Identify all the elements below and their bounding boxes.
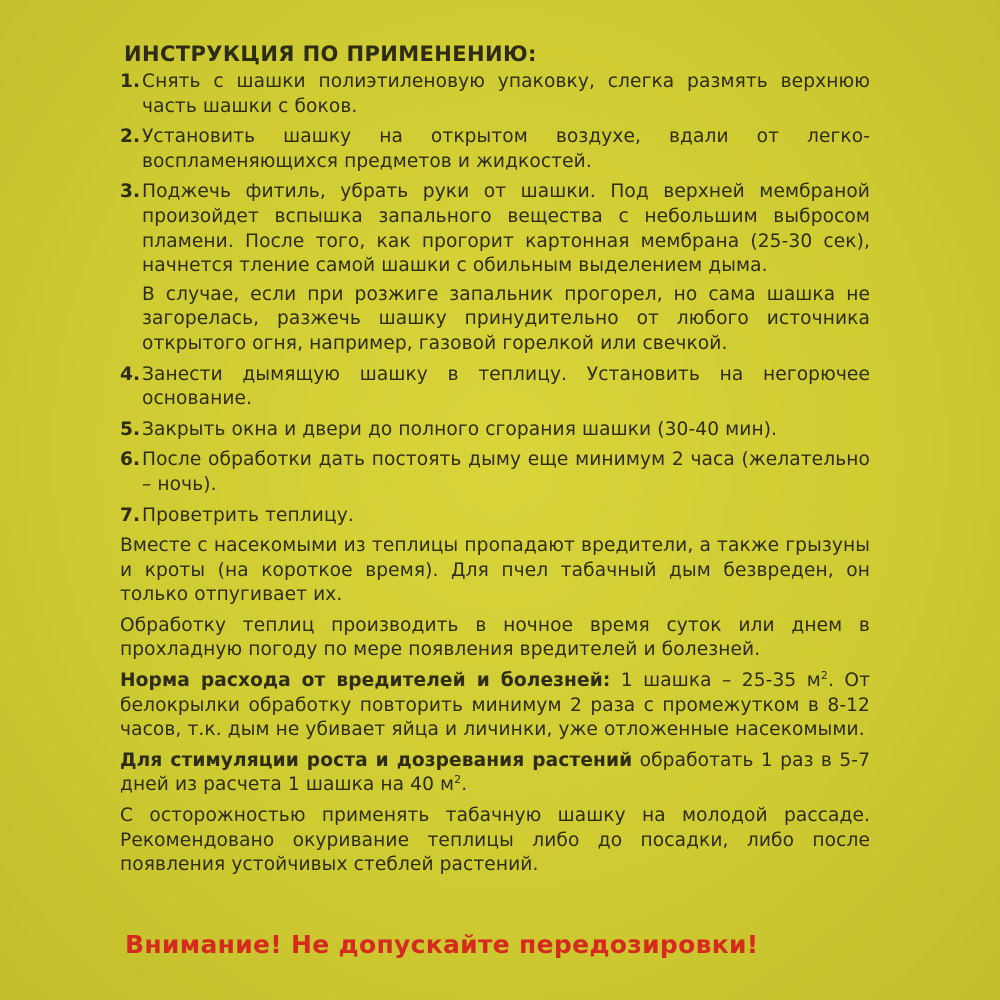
step-4 [120,363,870,412]
step-number: 2. [120,126,141,148]
overdose-warning: Внимание! Не допускайте передозировки! [125,930,759,959]
step-2 [120,125,870,174]
step-3 [120,180,870,278]
timing-paragraph: Обработку теплиц производить в ночное время суток или днем в прохладную погоду по мере появления вредителей и болезней. [120,614,870,661]
stimulation-sup: 2 [454,773,462,787]
norm-text-2: . От белокрылки обработку повторить минимум 2 раза с промежутком в 8-12 часов, т.к. дым не убивает яйца и личинки, уже отложенные насекомыми. [120,670,871,741]
step-text: После обработки дать постоять дыму еще минимум 2 часа (желательно – ночь). [142,449,870,495]
step-3-note: В случае, если при розжиге запальник прогорел, но сама шашка не загорелась, разжечь шашку принудительно от любого источника открытого огня, например, газовой горелкой или свечкой. [142,283,870,354]
step-number: 4. [120,363,141,385]
stimulation-end: . [461,774,468,796]
step-text: Снять с шашки полиэтиленовую упаковку, слегка размять верхнюю часть шашки с боков. [142,71,870,117]
caution-paragraph: С осторожностью применять табачную шашку на молодой рассаде. Рекомендовано окуривание теплицы либо до посадки, либо после появления устойчивых стеблей растений. [120,805,870,876]
step-number: 5. [120,418,141,440]
stimulation-heading: Для стимуляции роста и дозревания растений [120,749,633,771]
stimulation-text: обработать 1 раз в 5-7 дней из расчета 1 шашка на 40 м [120,749,871,796]
step-text: Установить шашку на открытом воздухе, вдали от легко-воспламеняющихся предметов и жидкостей. [142,126,870,172]
step-number: 1. [120,71,141,92]
step-1 [120,70,870,119]
norm-sup: 2 [820,668,828,682]
norm-paragraph [120,669,870,743]
step-6 [120,448,870,497]
step-number: 6. [120,449,141,471]
step-text: Поджечь фитиль, убрать руки от шашки. Под верхней мембраной произойдет вспышка запального вещества с небольшим выбросом пламени. После того, как прогорит картонная мембрана (25-30 сек), начнется тление самой шашки с обильным выделением дыма. [142,181,870,277]
stimulation-paragraph [120,749,870,798]
step-7 [120,504,870,529]
step-number: 3. [120,181,141,203]
step-text: Проветрить теплицу. [142,504,354,526]
step-text: Занести дымящую шашку в теплицу. Установить на негорючее основание. [142,363,870,410]
norm-heading: Норма расхода от вредителей и болезней: [120,670,611,692]
instruction-title: ИНСТРУКЦИЯ ПО ПРИМЕНЕНИЮ: [124,42,537,66]
step-number: 7. [120,504,141,526]
pests-paragraph: Вместе с насекомыми из теплицы пропадают вредители, а также грызуны и кроты (на короткое время). Для пчел табачный дым безвреден, он только отпугивает их. [120,535,870,606]
norm-text: 1 шашка – 25-35 м [620,670,821,692]
step-5 [120,418,870,443]
instruction-block [120,40,870,884]
step-text: Закрыть окна и двери до полного сгорания шашки (30-40 мин). [142,418,778,440]
